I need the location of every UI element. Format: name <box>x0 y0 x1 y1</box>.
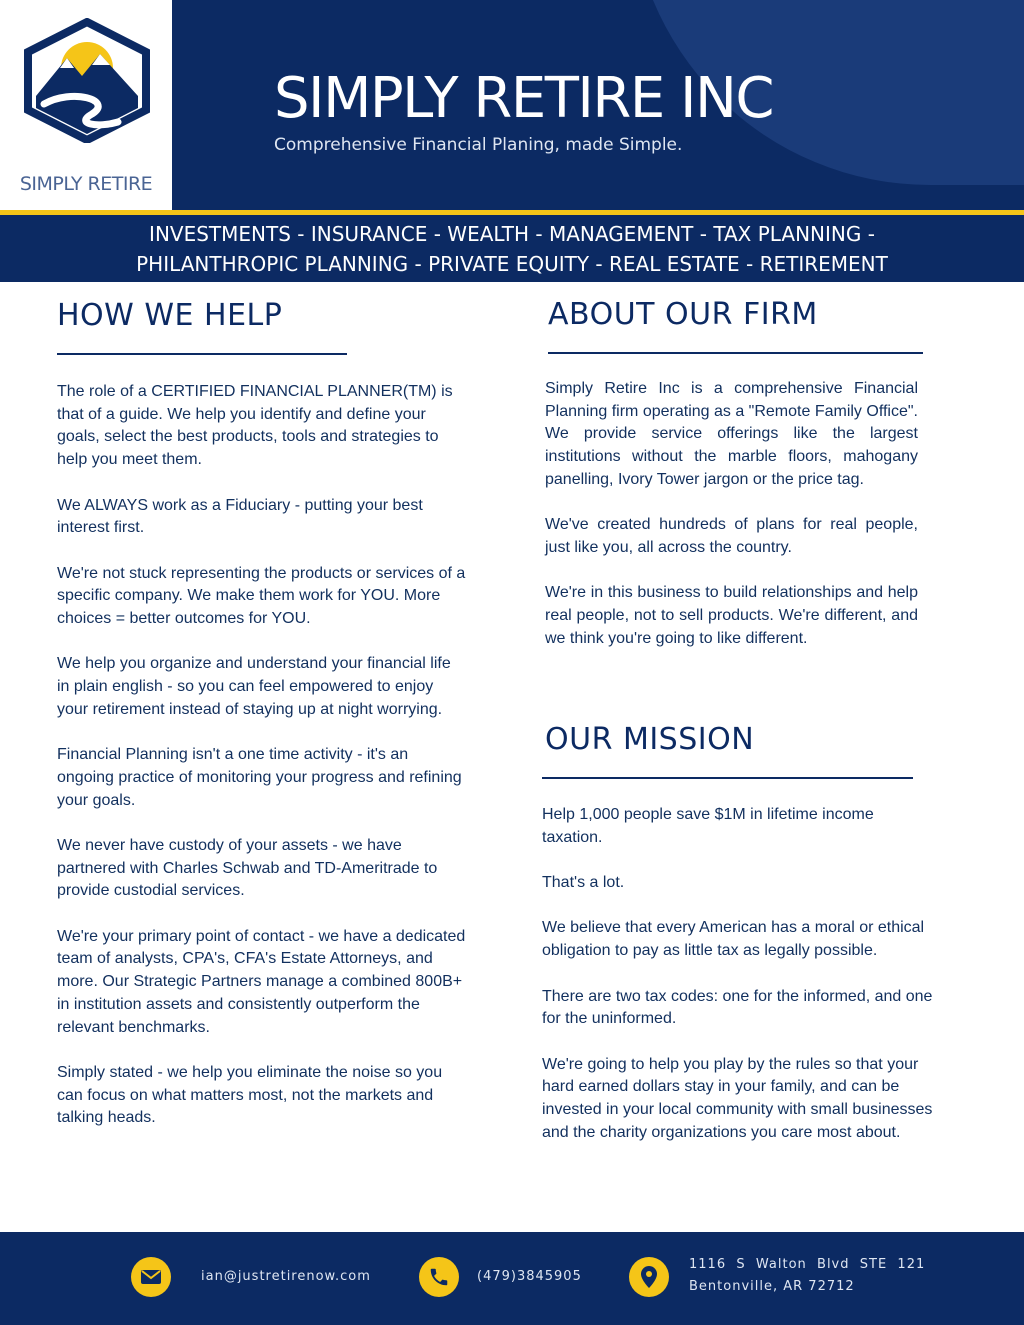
help-paragraph: We're your primary point of contact - we have a dedicated team of analysts, CPA's, CFA's Estate Attorneys, and more. Our Strategic Partners manage a combined 800B+ in institution assets and consistently outperform the relevant benchmarks. <box>57 927 466 1036</box>
logo-text: SIMPLY RETIRE <box>19 173 153 195</box>
mission-paragraph: Help 1,000 people save $1M in lifetime income taxation. <box>542 806 874 846</box>
about-paragraph: We've created hundreds of plans for real people, just like you, all across the country. <box>545 516 918 556</box>
company-title: SIMPLY RETIRE INC <box>274 66 774 131</box>
header-banner <box>0 0 1024 210</box>
how-we-help-heading: HOW WE HELP <box>57 298 283 333</box>
logo-panel <box>0 0 172 210</box>
mission-paragraph: That's a lot. <box>542 874 625 892</box>
services-line-2: PHILANTHROPIC PLANNING - PRIVATE EQUITY - REAL ESTATE - RETIREMENT <box>136 252 888 276</box>
phone-link[interactable]: (479)3845905 <box>477 1269 582 1284</box>
address-line-2: Bentonville, AR 72712 <box>689 1279 855 1294</box>
help-paragraph: We're not stuck representing the products or services of a specific company. We make them work for YOU. More choices = better outcomes for YOU. <box>57 564 466 627</box>
address-line-1: 1116 S Walton Blvd STE 121 <box>689 1257 926 1272</box>
how-we-help-body <box>57 381 467 1153</box>
how-we-help-rule <box>57 353 347 355</box>
email-link[interactable]: ian@justretirenow.com <box>201 1269 371 1284</box>
mission-rule <box>542 777 913 779</box>
about-paragraph: We're in this business to build relationships and help real people, not to sell products. We're different, and we think you're going to like different. <box>545 584 918 647</box>
mountain-logo-icon <box>22 18 152 143</box>
services-banner <box>0 215 1024 282</box>
help-paragraph: We help you organize and understand your financial life in plain english - so you can feel empowered to enjoy your retirement instead of staying up at night worrying. <box>57 655 451 718</box>
mission-body <box>542 804 937 1167</box>
mission-heading: OUR MISSION <box>545 722 755 757</box>
mission-paragraph: There are two tax codes: one for the informed, and one for the uninformed. <box>542 987 933 1028</box>
help-paragraph: Simply stated - we help you eliminate the noise so you can focus on what matters most, not the markets and talking heads. <box>57 1063 443 1127</box>
help-paragraph: We ALWAYS work as a Fiduciary - putting your best interest first. <box>57 496 423 537</box>
about-heading: ABOUT OUR FIRM <box>548 297 818 332</box>
company-tagline: Comprehensive Financial Planing, made Simple. <box>274 135 683 155</box>
about-paragraph: Simply Retire Inc is a comprehensive Financial Planning firm operating as a "Remote Family Office". We provide service offerings like the largest institutions without the marble floors, mahogany panelling, Ivory Tower jargon or the price tag. <box>545 380 918 488</box>
help-paragraph: We never have custody of your assets - we have partnered with Charles Schwab and TD-Ameritrade to provide custodial services. <box>57 836 438 900</box>
location-pin-icon <box>629 1257 669 1297</box>
help-paragraph: The role of a CERTIFIED FINANCIAL PLANNER(TM) is that of a guide. We help you identify and define your goals, select the best products, tools and strategies to help you meet them. <box>57 383 453 469</box>
mission-paragraph: We believe that every American has a moral or ethical obligation to pay as little tax as legally possible. <box>542 919 925 960</box>
about-rule <box>548 352 923 354</box>
about-body <box>545 378 918 673</box>
email-icon <box>131 1257 171 1297</box>
services-line-1: INVESTMENTS - INSURANCE - WEALTH - MANAGEMENT - TAX PLANNING - <box>149 222 875 246</box>
help-paragraph: Financial Planning isn't a one time activity - it's an ongoing practice of monitoring your progress and refining your goals. <box>57 746 462 809</box>
phone-icon <box>419 1257 459 1297</box>
mission-paragraph: We're going to help you play by the rules so that your hard earned dollars stay in your family, and can be invested in your local community with small businesses and the charity organizations you care most about. <box>542 1055 933 1141</box>
contact-footer <box>0 1232 1024 1325</box>
